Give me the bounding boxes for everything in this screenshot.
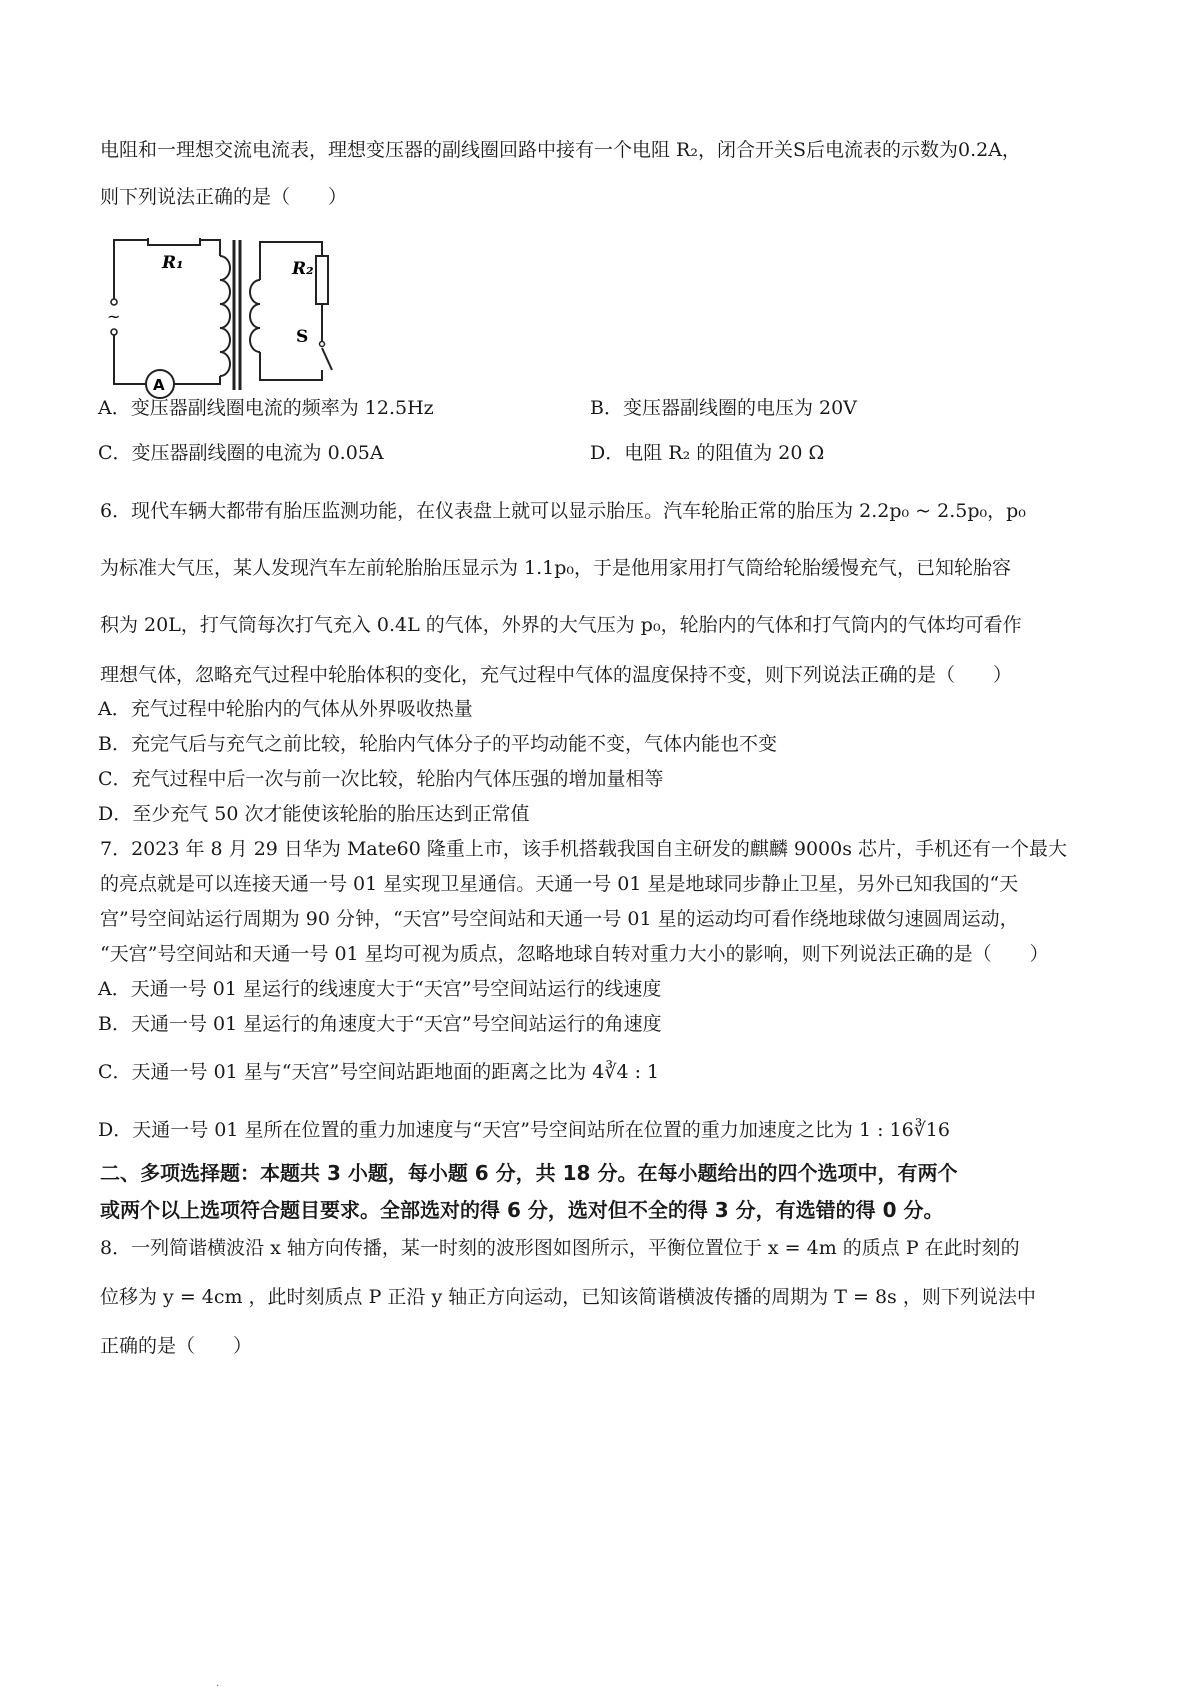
q7-option-a: A．天通一号 01 星运行的线速度大于“天宫”号空间站运行的线速度 [98, 978, 662, 1000]
q8-line-1: 8．一列简谐横波沿 x 轴方向传播，某一时刻的波形图如图所示，平衡位置位于 x = 4m 的质点 P 在此时刻的 [100, 1237, 1020, 1259]
ammeter-label: A [153, 376, 165, 394]
q5-line-1: 电阻和一理想交流电流表，理想变压器的副线圈回路中接有一个电阻 R₂，闭合开关S后电流表的示数为0.2A， [100, 139, 1021, 161]
q6-line-2: 为标准大气压，某人发现汽车左前轮胎胎压显示为 1.1p₀，于是他用家用打气筒给轮胎缓慢充气，已知轮胎容 [100, 557, 1012, 579]
q7-line-1: 7．2023 年 8 月 29 日华为 Mate60 隆重上市，该手机搭载我国自主研发的麒麟 9000s 芯片，手机还有一个最大 [100, 838, 1068, 860]
r1-label: R₁ [162, 253, 184, 273]
q5-option-c: C．变压器副线圈的电流为 0.05A [98, 442, 384, 464]
section-2-heading-line-1: 二、多项选择题：本题共 3 小题，每小题 6 分，共 18 分。在每小题给出的四个选项中，有两个 [100, 1161, 958, 1185]
transformer-circuit-figure [100, 238, 382, 410]
r2-label: R₂ [292, 259, 314, 279]
transformer-circuit-diagram [100, 238, 382, 410]
q7-option-c: C．天通一号 01 星与“天宫”号空间站距地面的距离之比为 4∛4 : 1 [98, 1061, 660, 1083]
q6-option-d: D．至少充气 50 次才能使该轮胎的胎压达到正常值 [98, 803, 530, 825]
ac-source-symbol: ~ [107, 307, 121, 326]
q5-option-b: B．变压器副线圈的电压为 20V [590, 397, 857, 419]
q7-option-b: B．天通一号 01 星运行的角速度大于“天宫”号空间站运行的角速度 [98, 1013, 662, 1035]
footer-mark: . [216, 1678, 220, 1689]
q7-line-3: 宫”号空间站运行周期为 90 分钟，“天宫”号空间站和天通一号 01 星的运动均可看作绕地球做匀速圆周运动， [100, 908, 1019, 930]
terminal-top [111, 299, 117, 305]
q6-line-4: 理想气体，忽略充气过程中轮胎体积的变化，充气过程中气体的温度保持不变，则下列说法正确的是（ ） [100, 664, 1013, 686]
q6-line-1: 6．现代车辆大都带有胎压监测功能，在仪表盘上就可以显示胎压。汽车轮胎正常的胎压为 2.2p₀ ~ 2.5p₀，p₀ [100, 500, 1026, 522]
q6-option-c: C．充气过程中后一次与前一次比较，轮胎内气体压强的增加量相等 [98, 768, 664, 790]
q5-option-a: A．变压器副线圈电流的频率为 12.5Hz [98, 397, 434, 419]
q7-option-d: D．天通一号 01 星所在位置的重力加速度与“天宫”号空间站所在位置的重力加速度之比为 1 : 16∛16 [98, 1119, 950, 1141]
q8-line-3: 正确的是（ ） [100, 1335, 253, 1357]
q8-line-2: 位移为 y = 4cm ，此时刻质点 P 正沿 y 轴正方向运动，已知该简谐横波传播的周期为 T = 8s ，则下列说法中 [100, 1286, 1036, 1308]
q6-option-b: B．充完气后与充气之前比较，轮胎内气体分子的平均动能不变，气体内能也不变 [98, 733, 777, 755]
q5-line-2: 则下列说法正确的是（ ） [100, 186, 348, 208]
section-2-heading-line-2: 或两个以上选项符合题目要求。全部选对的得 6 分，选对但不全的得 3 分，有选错的得 0 分。 [100, 1198, 944, 1222]
q7-line-4: “天宫”号空间站和天通一号 01 星均可视为质点，忽略地球自转对重力大小的影响，则下列说法正确的是（ ） [100, 943, 1049, 965]
switch-label: S [296, 327, 309, 347]
q6-line-3: 积为 20L，打气筒每次打气充入 0.4L 的气体，外界的大气压为 p₀，轮胎内的气体和打气筒内的气体均可看作 [100, 614, 1022, 636]
q6-option-a: A．充气过程中轮胎内的气体从外界吸收热量 [98, 698, 473, 720]
q7-line-2: 的亮点就是可以连接天通一号 01 星实现卫星通信。天通一号 01 星是地球同步静止卫星，另外已知我国的“天 [100, 873, 1019, 895]
terminal-bottom [111, 329, 117, 335]
q5-option-d: D．电阻 R₂ 的阻值为 20 Ω [590, 442, 825, 464]
